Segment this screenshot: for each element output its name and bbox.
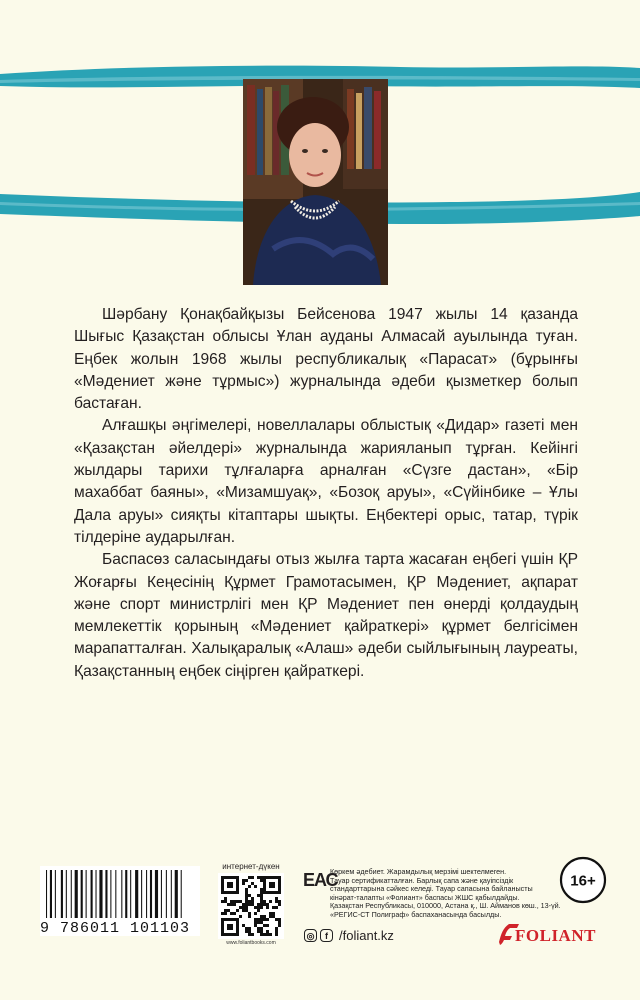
age-rating-text: 16+ [570, 872, 596, 890]
age-rating-badge [558, 855, 608, 905]
bio-paragraph: Алғашқы әңгімелері, новеллалары облыстық «Дидар» газеті мен «Қазақстан әйелдері» журналында жарияланып тұрған. Кейінгі жылдары тарихи тұлғаларға арналған «Сүзге дастан», «Бір махаббат баяны», «Мизамшуақ», «Бозоқ аруы», «Сүйінбике – Ұлы Дала аруы» сияқты кітаптары шықты. Еңбектері орыс, татар, түрік тілдеріне аударылған. [74, 417, 578, 546]
bio-paragraph: Шәрбану Қонақбайқызы Бейсенова 1947 жылы 14 қазанда Шығыс Қазақстан облысы Ұлан ауданы Алмасай ауылында туған. Еңбек жолын 1968 жылы республикалық «Парасат» (бұрынғы «Мәдениет және тұрмыс») журналында әдеби қызметкер болып бастаған. [74, 306, 578, 413]
qr-code[interactable] [218, 873, 284, 939]
shop-url[interactable]: www.foliantbooks.com [226, 940, 276, 946]
social-links[interactable] [304, 925, 394, 945]
legal-line: Қазақстан Республикасы, 010000, Астана қ., Ш. Айманов көш., 13-үй. [330, 901, 561, 911]
logo-text: FOLIANT [515, 926, 596, 945]
shop-label: интернет-дүкен [222, 862, 280, 871]
author-biography [74, 304, 578, 683]
social-handle[interactable]: /foliant.kz [339, 927, 394, 943]
bio-paragraph: Баспасөз саласындағы отыз жылға тарта жасаған еңбегі үшін ҚР Жоғарғы Кеңесінің Құрмет Грамотасымен, ҚР Мәдениет, ақпарат және спорт министрлігі мен ҚР Мәдениет пен өнерді қолдаудың мемлекеттік қорының «Мәдениет қайраткері» құрмет белгісімен марапатталған. Халықаралық «Алаш» әдеби сыйлығының лауреаты, Қазақстанның еңбек сіңірген қайраткері. [74, 551, 578, 680]
facebook-icon[interactable]: f [320, 929, 333, 942]
instagram-icon[interactable]: ◎ [304, 929, 317, 942]
legal-line: Көркем әдебиет. Жарамдылық мерзімі шектелмеген. [330, 867, 507, 876]
legal-line: Тауар сертификатталған. Барлық сапа және қауіпсіздік [330, 875, 514, 885]
legal-line: «РЕГИС-СТ Полиграф» баспаханасында басылды. [330, 909, 502, 919]
foliant-logo [495, 920, 605, 946]
legal-line: стандарттарына сәйкес келеді. Тауар сапасына байланысты [330, 884, 533, 894]
isbn-number: 9 786011 101103 [40, 920, 191, 937]
eac-mark: ЕАС [303, 870, 338, 890]
author-photo [243, 79, 388, 285]
legal-line: кінәрат-талапты «Фолиант» баспасы ЖШС қабылдайды. [330, 892, 520, 902]
legal-info [330, 867, 561, 920]
